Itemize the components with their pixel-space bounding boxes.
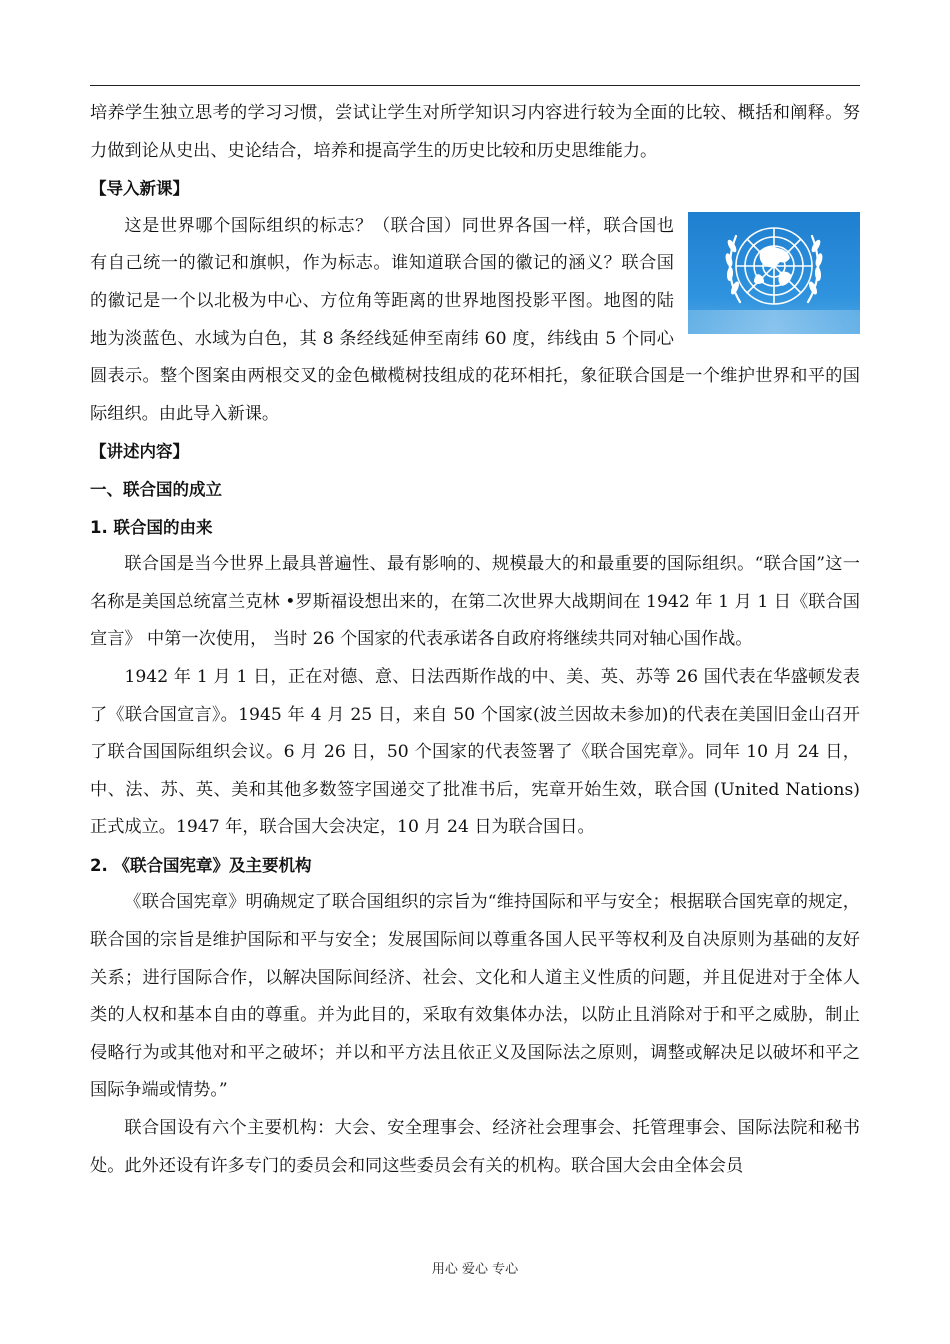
intro-paragraph: 培养学生独立思考的学习习惯，尝试让学生对所学知识习内容进行较为全面的比较、概括和阐释。努力做到论从史出、史论结合，培养和提高学生的历史比较和历史思维能力。 bbox=[90, 103, 860, 161]
sub2-paragraph-2: 联合国设有六个主要机构：大会、安全理事会、经济社会理事会、托管理事会、国际法院和秘书处。此外还设有许多专门的委员会和同这些委员会有关的机构。联合国大会由全体会员 bbox=[90, 1118, 860, 1176]
document-body bbox=[90, 95, 860, 1185]
lead-in-paragraph bbox=[90, 208, 860, 434]
emblem-bottom-strip bbox=[688, 310, 860, 334]
sub2-paragraph-1: 《联合国宪章》明确规定了联合国组织的宗旨为“维持国际和平与安全；根据联合国宪章的规定，联合国的宗旨是维护国际和平与安全；发展国际间以尊重各国人民平等权利及自决原则为基础的友好关系；进行国际合作，以解决国际间经济、社会、文化和人道主义性质的问题，并且促进对于全体人类的人权和基本自由的尊重。并为此目的，采取有效集体办法，以防止且消除对于和平之威胁，制止侵略行为或其他对和平之破坏；并以和平方法且依正义及国际法之原则，调整或解决足以破坏和平之国际争端或情势。” bbox=[90, 892, 860, 1101]
header-rule bbox=[90, 85, 860, 86]
sub1-heading: 1. 联合国的由来 bbox=[90, 517, 213, 537]
sub1-paragraph-1: 联合国是当今世界上最具普遍性、最有影响的、规模最大的和最重要的国际组织。“联合国”这一名称是美国总统富兰克林 •罗斯福设想出来的，在第二次世界大战期间在 1942 年 1 月 1 日《联合国宣言》 中第一次使用， 当时 26 个国家的代表承诺各自政府将继续共同对轴心国作战。 bbox=[90, 554, 860, 650]
un-emblem-icon bbox=[688, 212, 860, 334]
part1-heading: 一、联合国的成立 bbox=[90, 479, 222, 499]
page-footer: 用心 爱心 专心 bbox=[431, 1262, 519, 1277]
lead-in-text: 这是世界哪个国际组织的标志？（联合国）同世界各国一样，联合国也有自己统一的徽记和旗帜，作为标志。谁知道联合国的徽记的涵义？联合国的徽记是一个以北极为中心、方位角等距离的世界地图投影平图。地图的陆地为淡蓝色、水域为白色，其 8 条经线延伸至南纬 60 度，纬线由 5 个同心圆表示。整个图案由两根交叉的金色橄榄树技组成的花环相托，象征联合国是一个维护世界和平的国际组织。由此导入新课。 bbox=[90, 215, 860, 424]
un-emblem-figure bbox=[688, 212, 860, 334]
lead-in-heading: 【导入新课】 bbox=[90, 179, 189, 199]
sub2-heading: 2. 《联合国宪章》及主要机构 bbox=[90, 855, 312, 875]
content-heading: 【讲述内容】 bbox=[90, 442, 189, 462]
sub1-paragraph-2: 1942 年 1 月 1 日，正在对德、意、日法西斯作战的中、美、英、苏等 26 国代表在华盛顿发表了《联合国宣言》。1945 年 4 月 25 日，来自 50 个国家(波兰因故未参加)的代表在美国旧金山召开了联合国国际组织会议。6 月 26 日，50 个国家的代表签署了《联合国宪章》。同年 10 月 24 日，中、法、苏、英、美和其他多数签字国递交了批准书后，宪章开始生效，联合国 (United Nations) 正式成立。1947 年，联合国大会决定，10 月 24 日为联合国日。 bbox=[90, 666, 860, 838]
